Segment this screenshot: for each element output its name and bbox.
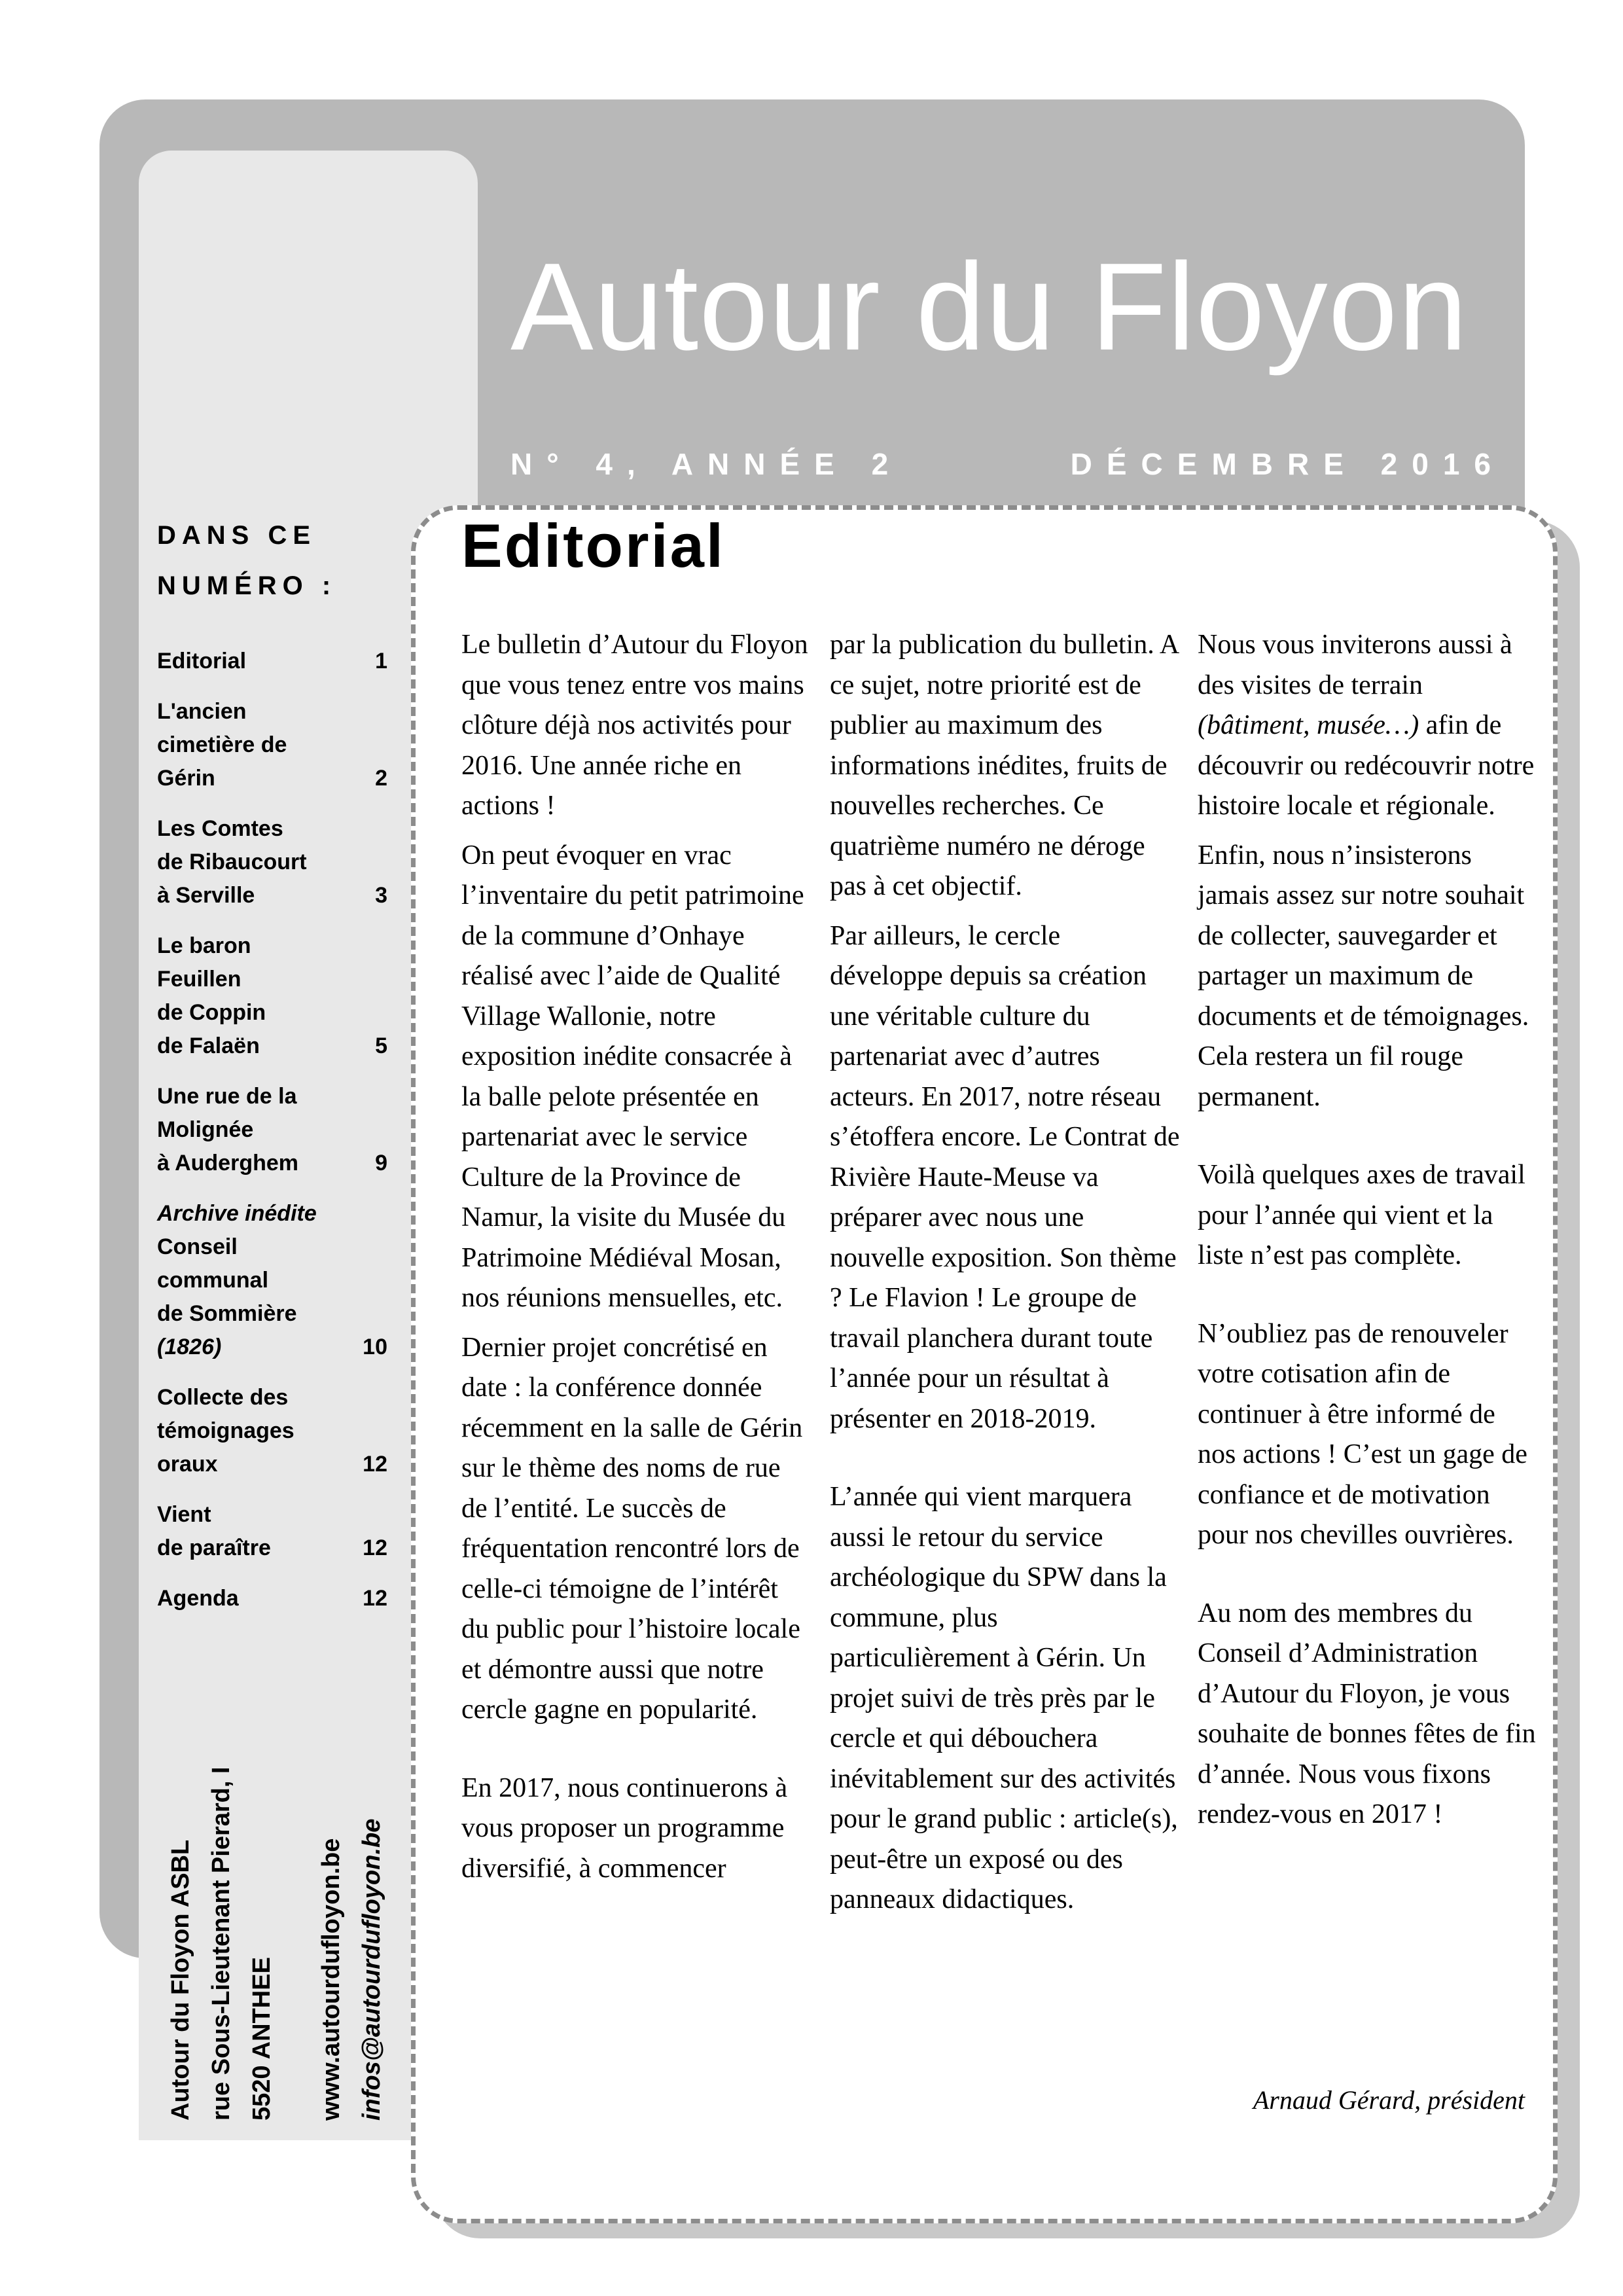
toc-item-page: 10 xyxy=(363,1335,387,1359)
toc-item xyxy=(157,1381,387,1481)
toc-item-page: 12 xyxy=(363,1452,387,1477)
paragraph: Enfin, nous n’insisterons jamais assez sur notre souhait de collecter, sauvegarder et partager un maximum de documents et de témoignages. Cela restera un fil rouge permanent. xyxy=(1198,840,1529,1112)
toc-item xyxy=(157,1582,387,1615)
issue-number: N° 4, ANNÉE 2 xyxy=(510,447,903,481)
contact-block xyxy=(160,1662,392,2121)
paragraph: Par ailleurs, le cercle développe depuis sa création une véritable culture du partenariat avec d’autres acteurs. En 2017, notre réseau s’étoffera encore. Le Contrat de Rivière Haute-Meuse va préparer avec nous une nouvelle exposition. Son thème ? Le Flavion ! Le groupe de travail planchera durant toute l’année pour un résultat à présenter en 2018-2019. xyxy=(830,920,1180,1434)
toc-item-label: Une rue de la Molignée à Auderghem xyxy=(157,1084,299,1175)
toc-item-label: Les Comtes de Ribaucourt à Serville xyxy=(157,816,307,908)
toc-item-label: Vient de paraître xyxy=(157,1502,271,1560)
toc-item-page: 12 xyxy=(363,1535,387,1560)
editorial-column-3 xyxy=(1198,625,1538,1844)
toc-item-label: Conseil communal de Sommière xyxy=(157,1234,297,1326)
paragraph: Voilà quelques axes de travail pour l’année qui vient et la liste n’est pas complète. xyxy=(1198,1160,1525,1270)
toc-item xyxy=(157,929,387,1063)
toc-item-page: 5 xyxy=(375,1033,387,1058)
editorial-title: Editorial xyxy=(461,511,726,580)
paragraph xyxy=(1198,625,1538,827)
toc-item-page: 9 xyxy=(375,1151,387,1175)
toc-item xyxy=(157,812,387,912)
editorial-column-2 xyxy=(830,625,1180,1929)
paragraph: En 2017, nous continuerons à vous proposer un programme diversifié, à commencer xyxy=(461,1772,788,1884)
newsletter-title: Autour du Floyon xyxy=(510,238,1468,376)
toc-item-label: L'ancien cimetière de Gérin xyxy=(157,699,287,791)
toc-item xyxy=(157,1498,387,1565)
toc-item-page: 3 xyxy=(375,883,387,908)
contact-email: infos@autourdufloyon.be xyxy=(358,1818,385,2121)
editorial-column-1 xyxy=(461,625,812,1898)
toc-item-page: 12 xyxy=(363,1586,387,1611)
paragraph: Le bulletin d’Autour du Floyon que vous tenez entre vos mains clôture déjà nos activités pour 2016. Une année riche en actions ! xyxy=(461,630,808,821)
table-of-contents xyxy=(157,645,387,1632)
contact-city: 5520 ANTHEE xyxy=(248,1957,276,2121)
paragraph-italic: (bâtiment, musée…) xyxy=(1198,710,1419,740)
toc-item-page: 2 xyxy=(375,766,387,791)
paragraph: N’oubliez pas de renouveler votre cotisation afin de continuer à être informé de nos actions ! C’est un gage de confiance et de motivation pour nos chevilles ouvrières. xyxy=(1198,1318,1527,1550)
paragraph: L’année qui vient marquera aussi le retour du service archéologique du SPW dans la commune, plus particulièrement à Gérin. Un projet suivi de très près par le cercle et qui débouchera inévitablement sur des activités pour le grand public : article(s), peut-être un exposé ou des panneaux didactiques. xyxy=(830,1482,1178,1914)
toc-item xyxy=(157,1080,387,1180)
paragraph: On peut évoquer en vrac l’inventaire du petit patrimoine de la commune d’Onhaye réalisé avec l’aide de Qualité Village Wallonie, notre exposition inédite consacrée à la balle pelote présentée en partenariat avec le service Culture de la Province de Namur, la visite du Musée du Patrimoine Médiéval Mosan, nos réunions mensuelles, etc. xyxy=(461,840,804,1313)
paragraph: Au nom des membres du Conseil d’Administration d’Autour du Floyon, je vous souhaite de bonnes fêtes de fin d’année. Nous vous fixons rendez-vous en 2017 ! xyxy=(1198,1598,1536,1829)
toc-item-label: Le baron Feuillen de Coppin de Falaën xyxy=(157,933,266,1058)
toc-item-label: Collecte des témoignages oraux xyxy=(157,1385,294,1477)
toc-item-label-italic: Archive inédite xyxy=(157,1201,317,1226)
contact-org: Autour du Floyon ASBL xyxy=(167,1839,194,2121)
paragraph-text: Nous vous inviterons aussi à des visites de terrain xyxy=(1198,630,1512,700)
paragraph-text: afin de découvrir ou redécouvrir notre histoire locale et régionale. xyxy=(1198,710,1535,821)
signature: Arnaud Gérard, président xyxy=(1253,2085,1525,2115)
toc-item xyxy=(157,1197,387,1364)
toc-item-label: Editorial xyxy=(157,649,247,673)
contact-website: www.autourdufloyon.be xyxy=(317,1838,345,2121)
toc-item-page: 1 xyxy=(375,649,387,673)
toc-item-label-italic: (1826) xyxy=(157,1335,222,1359)
toc-item xyxy=(157,645,387,678)
paragraph: Dernier projet concrétisé en date : la conférence donnée récemment en la salle de Gérin sur le thème des noms de rue de l’entité. Le succès de fréquentation rencontré lors de celle-ci témoigne de l’intérêt du public pour l’histoire locale et démontre aussi que notre cercle gagne en popularité. xyxy=(461,1332,803,1725)
toc-item-label: Agenda xyxy=(157,1586,239,1611)
toc-heading: DANS CE NUMÉRO : xyxy=(157,521,337,600)
issue-date: DÉCEMBRE 2016 xyxy=(1070,447,1505,481)
toc-item xyxy=(157,695,387,795)
paragraph: par la publication du bulletin. A ce sujet, notre priorité est de publier au maximum des informations inédites, fruits de nouvelles recherches. Ce quatrième numéro ne déroge pas à cet objectif. xyxy=(830,630,1178,901)
contact-street: rue Sous-Lieutenant Pierard, I xyxy=(207,1767,235,2121)
